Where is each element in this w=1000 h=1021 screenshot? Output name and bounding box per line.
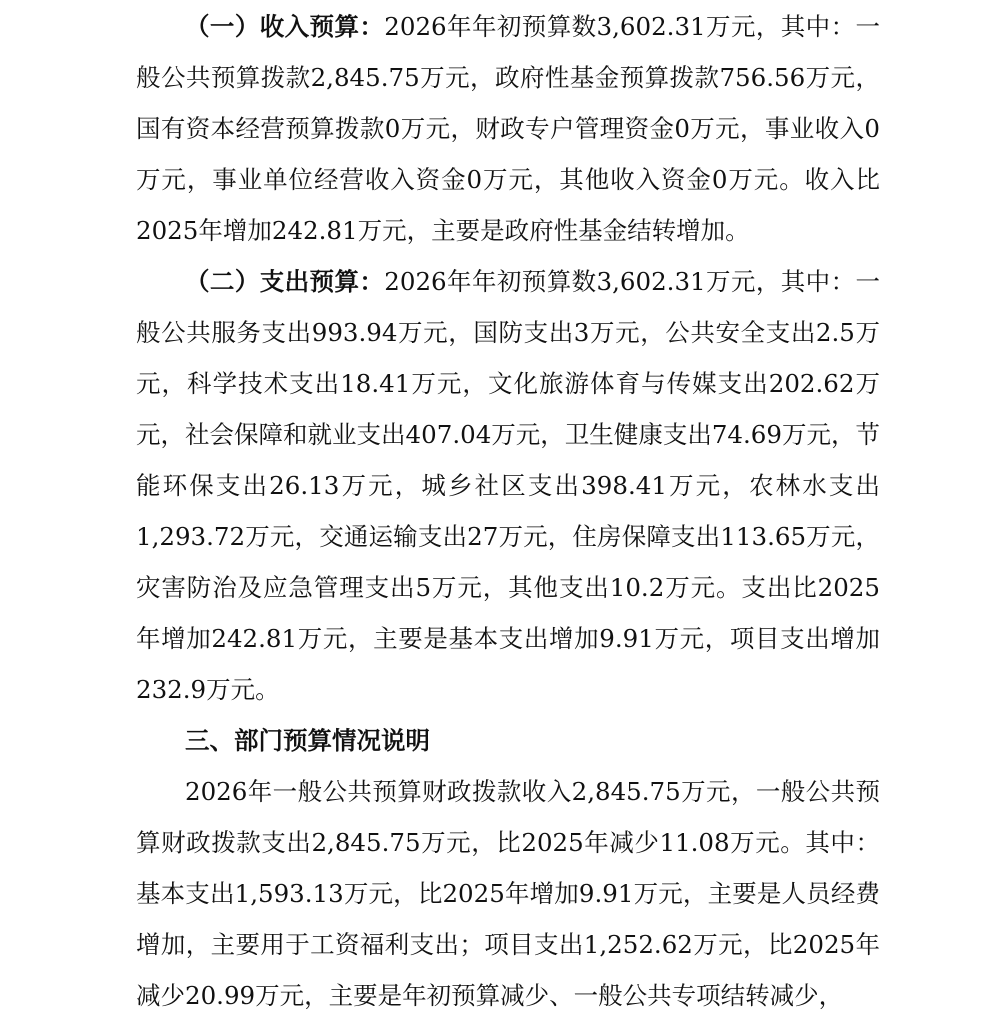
expense-budget-text: 2026年年初预算数3,602.31万元，其中：一般公共服务支出993.94万元，国防支出3万元，公共安全支出2.5万元，科学技术支出18.41万元，文化旅游体育与传媒支出202.62万元，社会保障和就业支出407.04万元，卫生健康支出74.69万元，节能环保支出26.13万元，城乡社区支出398.41万元，农林水支出1,293.72万元，交通运输支出27万元，住房保障支出113.65万元，灾害防治及应急管理支出5万元，其他支出10.2万元。支出比2025年增加242.81万元，主要是基本支出增加9.91万元，项目支出增加232.9万元。 <box>136 267 881 704</box>
department-budget-paragraph: 2026年一般公共预算财政拨款收入2,845.75万元，一般公共预算财政拨款支出2,845.75万元，比2025年减少11.08万元。其中：基本支出1,593.13万元，比2025年增加9.91万元，主要是人员经费增加，主要用于工资福利支出；项目支出1,252.62万元，比2025年减少20.99万元，主要是年初预算减少、一般公共专项结转减少， <box>136 777 880 1010</box>
expense-budget-label: （二）支出预算： <box>185 267 385 296</box>
income-budget-paragraph <box>136 1 880 256</box>
section-heading: 三、部门预算情况说明 <box>185 726 430 755</box>
income-budget-text: 2026年年初预算数3,602.31万元，其中：一般公共预算拨款2,845.75万元，政府性基金预算拨款756.56万元，国有资本经营预算拨款0万元，财政专户管理资金0万元，事业收入0万元，事业单位经营收入资金0万元，其他收入资金0万元。收入比2025年增加242.81万元，主要是政府性基金结转增加。 <box>136 12 881 245</box>
income-budget-label: （一）收入预算： <box>185 12 385 41</box>
expense-budget-paragraph <box>136 256 880 715</box>
document-page <box>136 0 880 1021</box>
